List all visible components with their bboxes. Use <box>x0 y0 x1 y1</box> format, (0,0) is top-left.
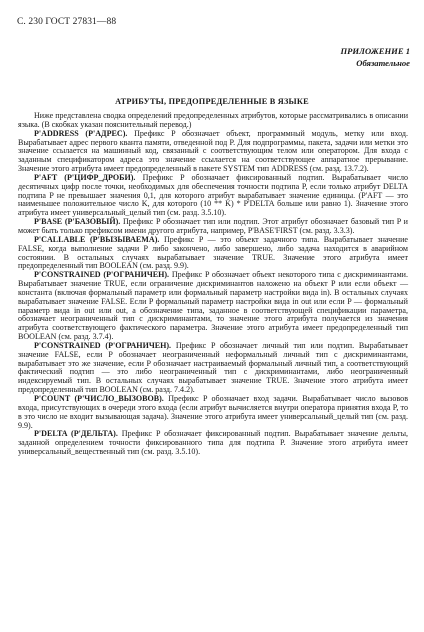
page-header: С. 230 ГОСТ 27831—88 <box>17 17 117 27</box>
paragraph-address <box>18 130 408 174</box>
attribute-term: P'CONSTRAINED (P'ОГРАНИЧЕН). <box>34 340 172 350</box>
paragraph-text: Префикс P обозначает объект, программный модуль, метку или вход. Вырабатывает адрес первого кванта памяти, отведенной под P. Для подпрограммы, пакета, задачи или метки это значение ссылается на машинный код, связанный с соответствующим телом или оператором. Для входа с заданным спецификатором адреса это значение ссылается на соответствующее аппаратное прерывание. Значение этого атрибута имеет предопределенный в пакете SYSTEM тип ADDRESS (см. разд. 13.7.2). <box>18 128 408 174</box>
paragraph-intro <box>18 112 408 130</box>
appendix-label: ПРИЛОЖЕНИЕ 1 <box>340 46 410 56</box>
attribute-term: P'BASE (P'БАЗОВЫЙ). <box>34 217 121 227</box>
paragraph-text: Префикс P обозначает объект некоторого типа с дискриминантами. Вырабатывает значение TRUE, если ограничение дискриминантов наложено на объект P или если объект — константа (включая формальный параметр или формальный параметр настройки вида in). В остальных случаях вырабатывает значение FALSE. Если P формальный параметр настройки вида in out или если P — формальный параметр вида in out или out, а обозначение типа, заданное в соответствующей спецификации параметра, обозначает неограниченный тип с дискриминантами, то значение этого атрибута получается из значения атрибута соответствующего фактического параметра. Значение этого атрибута имеет предопределенный тип BOOLEAN (см. разд. 3.7.4). <box>18 270 408 342</box>
paragraph-count <box>18 395 408 430</box>
paragraph-text: Префикс P обозначает фиксированный подтип. Вырабатывает значение дельты, заданной определением точности фиксированного типа для подтипа P. Значение этого атрибута имеет универсальный_вещественный тип (см. разд. 3.5.10). <box>18 429 408 457</box>
attribute-term: P'CONSTRAINED (P'ОГРАНИЧЕН). <box>34 270 170 280</box>
attribute-term: P'AFT (P'ЦИФР_ДРОБИ). <box>34 172 136 182</box>
attribute-term: P'ADDRESS (P'АДРЕС). <box>34 128 128 138</box>
paragraph-aft <box>18 174 408 218</box>
paragraph-constrained-type <box>18 342 408 395</box>
appendix-block <box>340 45 410 69</box>
paragraph-callable <box>18 236 408 271</box>
paragraph-text: Префикс P — это объект задачного типа. Вырабатывает значение FALSE, когда выполнение задачи P либо закончено, либо завершено, либо задача находится в аварийном состоянии. В остальных случаях вырабатывает значение TRUE. Значение этого атрибута имеет предопределенный тип BOOLEAN (см. разд. 9.9). <box>18 234 408 271</box>
paragraph-text: Префикс P обозначает вход задачи. Вырабатывает число вызовов входа, присутствующих в очереди этого входа (если атрибут вычисляется внутри оператора принятия входа P, то в это число не входит вызывающая задача). Значение этого атрибута имеет универсальный_целый тип (см. разд. 9.9). <box>18 394 408 430</box>
paragraph-base <box>18 218 408 236</box>
paragraph-text: Префикс P обозначает тип или подтип. Этот атрибут обозначает базовый тип P и может быть только префиксом имени другого атрибута, например, P'BASE'FIRST (см. разд. 3.3.3). <box>18 217 408 235</box>
paragraph-delta <box>18 430 408 457</box>
appendix-status: Обязательное <box>356 58 410 68</box>
attribute-term: P'CALLABLE (P'ВЫЗЫВАЕМА). <box>34 234 160 244</box>
section-title: АТРИБУТЫ, ПРЕДОПРЕДЕЛЕННЫЕ В ЯЗЫКЕ <box>115 97 309 106</box>
paragraph-text: Префикс P обозначает личный тип или подтип. Вырабатывает значение FALSE, если P обозначает неограниченный неформальный личный тип с дискриминантами, вырабатывает это же значение, если P обозначает настраиваемый формальный личный тип, а соответствующий фактический подтип — это либо неограниченный тип с дискриминантами, либо неограниченный индексируемый тип. В остальных случаях вырабатывает значение TRUE. Значение этого атрибута имеет предопределенный тип BOOLEAN (см. разд. 7.4.2). <box>18 340 408 395</box>
attribute-term: P'DELTA (P'ДЕЛЬТА). <box>34 429 118 439</box>
document-body <box>18 112 408 457</box>
paragraph-text: Ниже представлена сводка определений предопределенных атрибутов, которые рассматривались в описании языка. (В скобках указан пояснительный перевод.) <box>18 111 408 129</box>
attribute-term: P'COUNT (P'ЧИСЛО_ВЫЗОВОВ). <box>34 394 164 403</box>
paragraph-text: Префикс P обозначает фиксированный подтип. Вырабатывает число десятичных цифр после точки, необходимых для обеспечения точности подтипа P, если только атрибут DELTA подтипа P не превышает значения 0,1, для которого атрибут вырабатывает значение единицы. (P'AFT — это наименьшее положительное число K, для которого (10 ** K) * P'DELTA больше или равно 1). Значение этого атрибута имеет универсальный_целый тип (см. разд. 3.5.10). <box>18 172 408 218</box>
paragraph-constrained-object <box>18 271 408 342</box>
